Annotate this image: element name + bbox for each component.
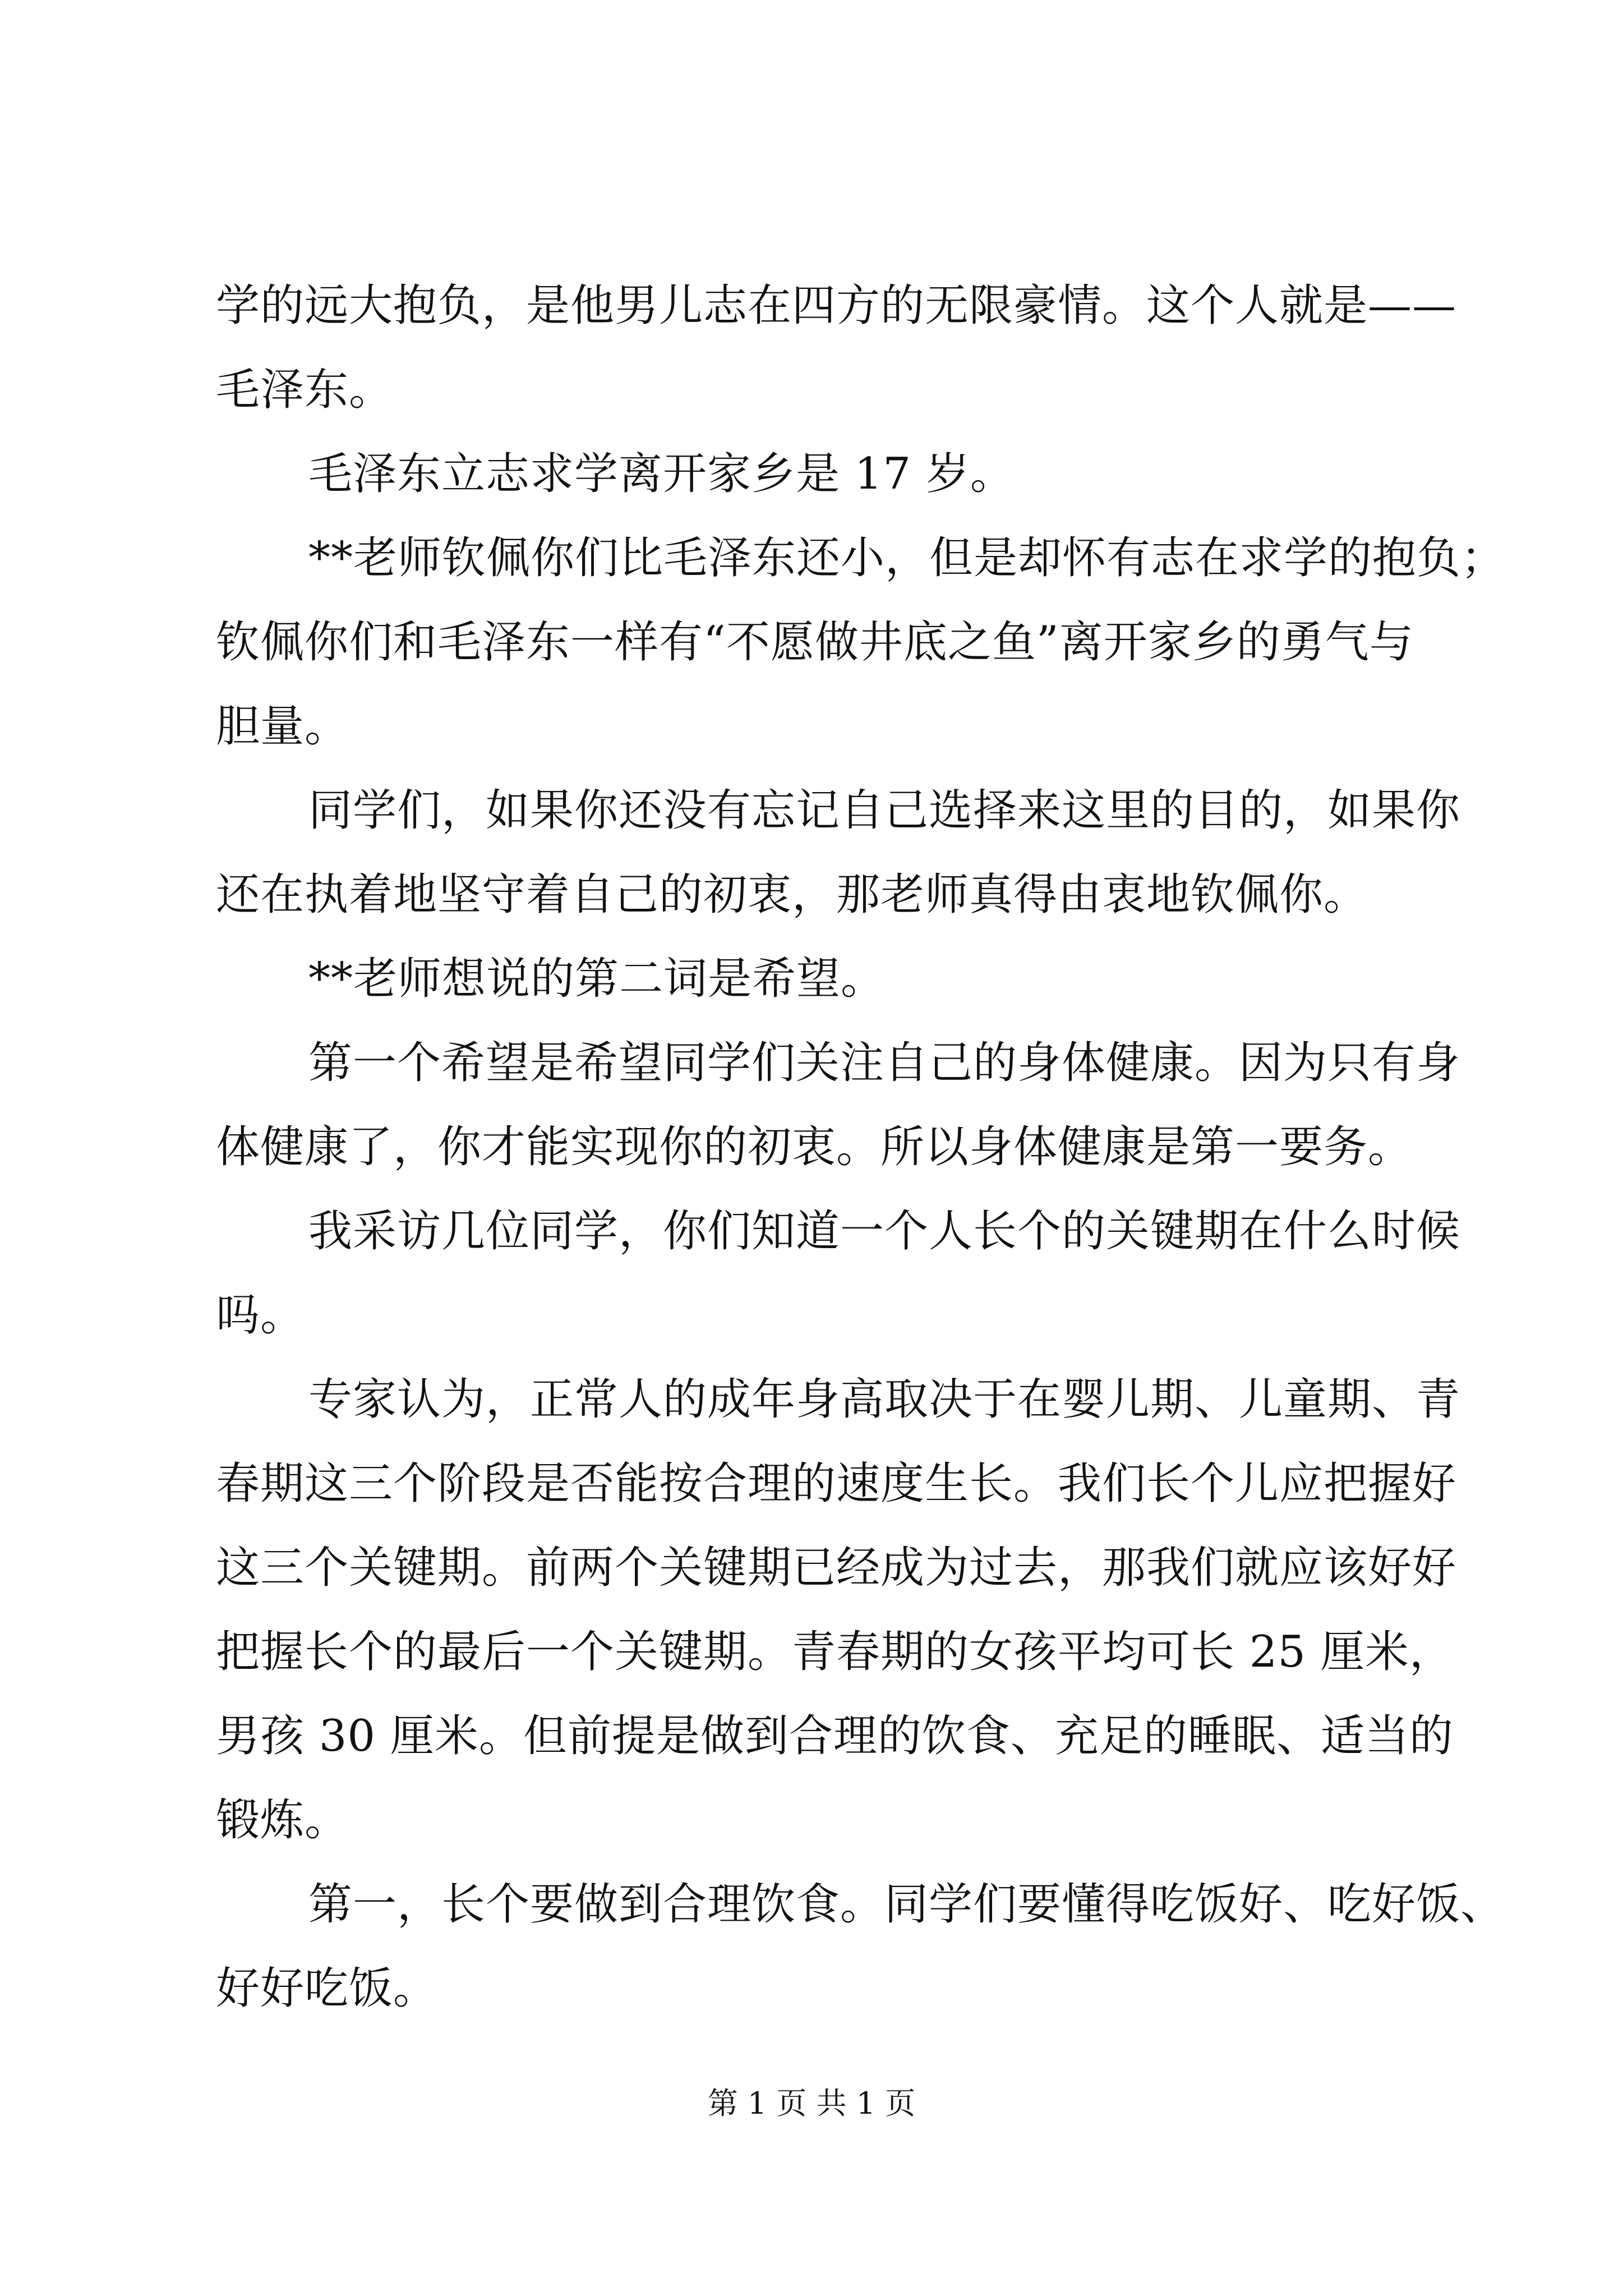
text-line: 把握长个的最后一个关键期。青春期的女孩平均可长 25 厘米， xyxy=(216,1627,1454,1677)
text-line: 还在执着地坚守着自己的初衷，那老师真得由衷地钦佩你。 xyxy=(216,869,1368,920)
text-line: **老师钦佩你们比毛泽东还小，但是却怀有志在求学的抱负； xyxy=(308,533,1506,583)
text-line: 锻炼。 xyxy=(216,1795,349,1846)
text-line: 同学们，如果你还没有忘记自己选择来这里的目的，如果你 xyxy=(308,785,1461,836)
text-line: **老师想说的第二词是希望。 xyxy=(308,954,886,1004)
text-line: 吗。 xyxy=(216,1290,305,1341)
text-line: 专家认为，正常人的成年身高取决于在婴儿期、儿童期、青 xyxy=(308,1374,1461,1425)
text-line: 学的远大抱负，是他男儿志在四方的无限豪情。这个人就是—— xyxy=(216,280,1457,331)
text-line: 体健康了，你才能实现你的初衷。所以身体健康是第一要务。 xyxy=(216,1122,1413,1172)
text-line: 好好吃饭。 xyxy=(216,1963,438,2014)
text-line: 毛泽东。 xyxy=(216,365,394,415)
text-line: 毛泽东立志求学离开家乡是 17 岁。 xyxy=(308,449,1015,499)
text-line: 这三个关键期。前两个关键期已经成为过去，那我们就应该好好 xyxy=(216,1543,1457,1593)
text-line: 第一，长个要做到合理饮食。同学们要懂得吃饭好、吃好饭、 xyxy=(308,1879,1505,1930)
text-line: 胆量。 xyxy=(216,701,349,752)
text-line: 男孩 30 厘米。但前提是做到合理的饮食、充足的睡眠、适当的 xyxy=(216,1711,1454,1761)
page-footer: 第 1 页 共 1 页 xyxy=(707,2086,916,2121)
text-line: 春期这三个阶段是否能按合理的速度生长。我们长个儿应把握好 xyxy=(216,1458,1457,1509)
document-body xyxy=(216,264,1506,2031)
text-line: 第一个希望是希望同学们关注自己的身体健康。因为只有身 xyxy=(308,1038,1461,1088)
text-line: 我采访几位同学，你们知道一个人长个的关键期在什么时候 xyxy=(308,1206,1461,1257)
text-line: 钦佩你们和毛泽东一样有“不愿做井底之鱼”离开家乡的勇气与 xyxy=(216,617,1414,668)
